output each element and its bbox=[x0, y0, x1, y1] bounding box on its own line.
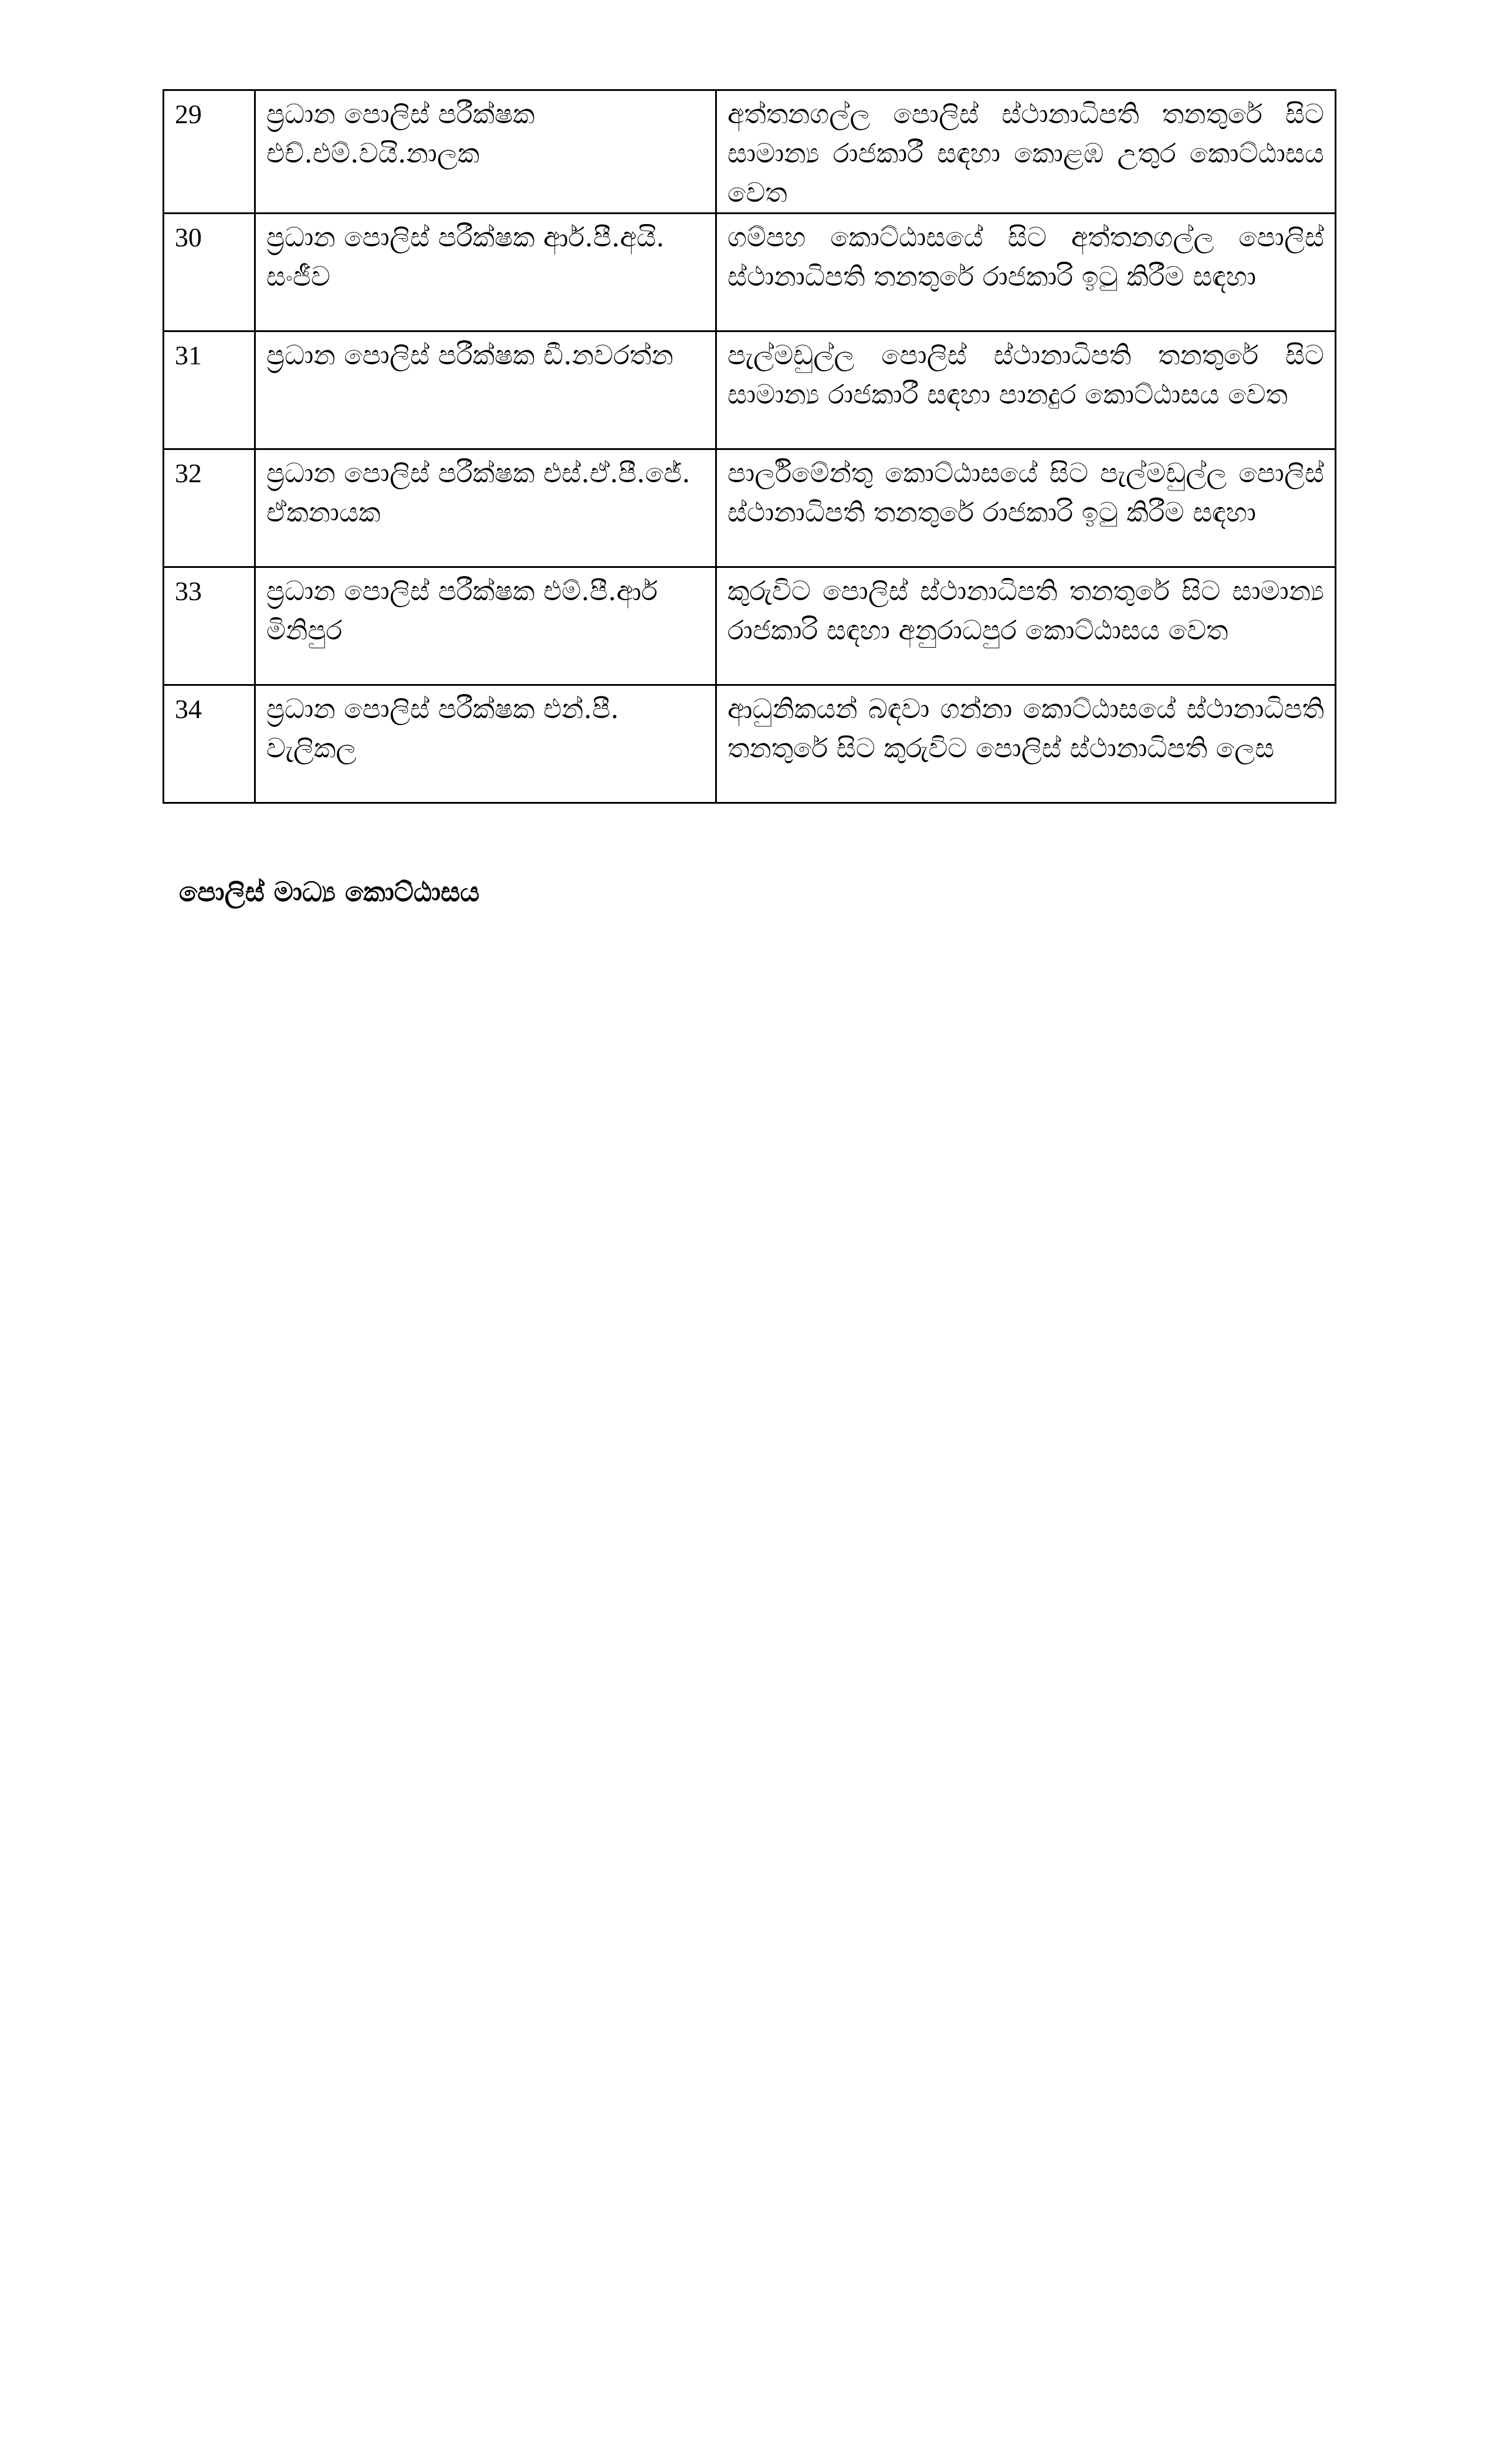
officer-name: ප්‍රධාන පොලිස් පරීක්ෂක ආර්.පී.අයි. සංජීව bbox=[255, 214, 716, 331]
row-number: 30 bbox=[164, 214, 255, 331]
transfer-detail: ගම්පහ කොට්ඨාසයේ සිට අත්තනගල්ල පොලිස් ස්ථානාධිපති තනතුරේ රාජකාරි ඉටු කිරීම සඳහා bbox=[716, 214, 1336, 331]
row-number: 31 bbox=[164, 331, 255, 449]
officer-name: ප්‍රධාන පොලිස් පරීක්ෂක ඩී.නවරත්න bbox=[255, 331, 716, 449]
table-row bbox=[164, 214, 1336, 331]
row-number: 34 bbox=[164, 685, 255, 803]
table-row bbox=[164, 90, 1336, 214]
table-row bbox=[164, 567, 1336, 685]
officer-name: ප්‍රධාන පොලිස් පරීක්ෂක එන්.පී. වැලිකල bbox=[255, 685, 716, 803]
row-number: 32 bbox=[164, 449, 255, 567]
transfer-detail: ආධුනිකයන් බඳවා ගන්නා කොට්ඨාසයේ ස්ථානාධිපති තනතුරේ සිට කුරුවිට පොලිස් ස්ථානාධිපති ලෙස bbox=[716, 685, 1336, 803]
officer-name: ප්‍රධාන පොලිස් පරීක්ෂක එම්.පී.ආර් මිනිපුර bbox=[255, 567, 716, 685]
table-row bbox=[164, 449, 1336, 567]
officer-name: ප්‍රධාන පොලිස් පරීක්ෂක එච්.එම්.වයි.නාලක bbox=[255, 90, 716, 214]
officer-name: ප්‍රධාන පොලිස් පරීක්ෂක එස්.ඒ.පී.ජේ. ඒකනායක bbox=[255, 449, 716, 567]
section-heading: පොලිස් මාධ්‍ය කොට්ඨාසය bbox=[179, 876, 480, 908]
transfer-detail: පැල්මඩුල්ල පොලිස් ස්ථානාධිපති තනතුරේ සිට සාමාන්‍ය රාජකාරී සඳහා පානදුර කොට්ඨාසය වෙත bbox=[716, 331, 1336, 449]
transfer-detail: අත්තනගල්ල පොලිස් ස්ථානාධිපති තනතුරේ සිට සාමාන්‍ය රාජකාරී සඳහා කොළඹ උතුර කොට්ඨාසය වෙත bbox=[716, 90, 1336, 214]
row-number: 33 bbox=[164, 567, 255, 685]
transfer-detail: පාර්ලිමේන්තු කොට්ඨාසයේ සිට පැල්මඩුල්ල පොලිස් ස්ථානාධිපති තනතුරේ රාජකාරි ඉටු කිරීම සඳහා bbox=[716, 449, 1336, 567]
transfer-table bbox=[163, 89, 1336, 804]
table-row bbox=[164, 685, 1336, 803]
table-row bbox=[164, 331, 1336, 449]
transfer-detail: කුරුවිට පොලිස් ස්ථානාධිපති තනතුරේ සිට සාමාන්‍ය රාජකාරි සඳහා අනුරාධපුර කොට්ඨාසය වෙත bbox=[716, 567, 1336, 685]
row-number: 29 bbox=[164, 90, 255, 214]
